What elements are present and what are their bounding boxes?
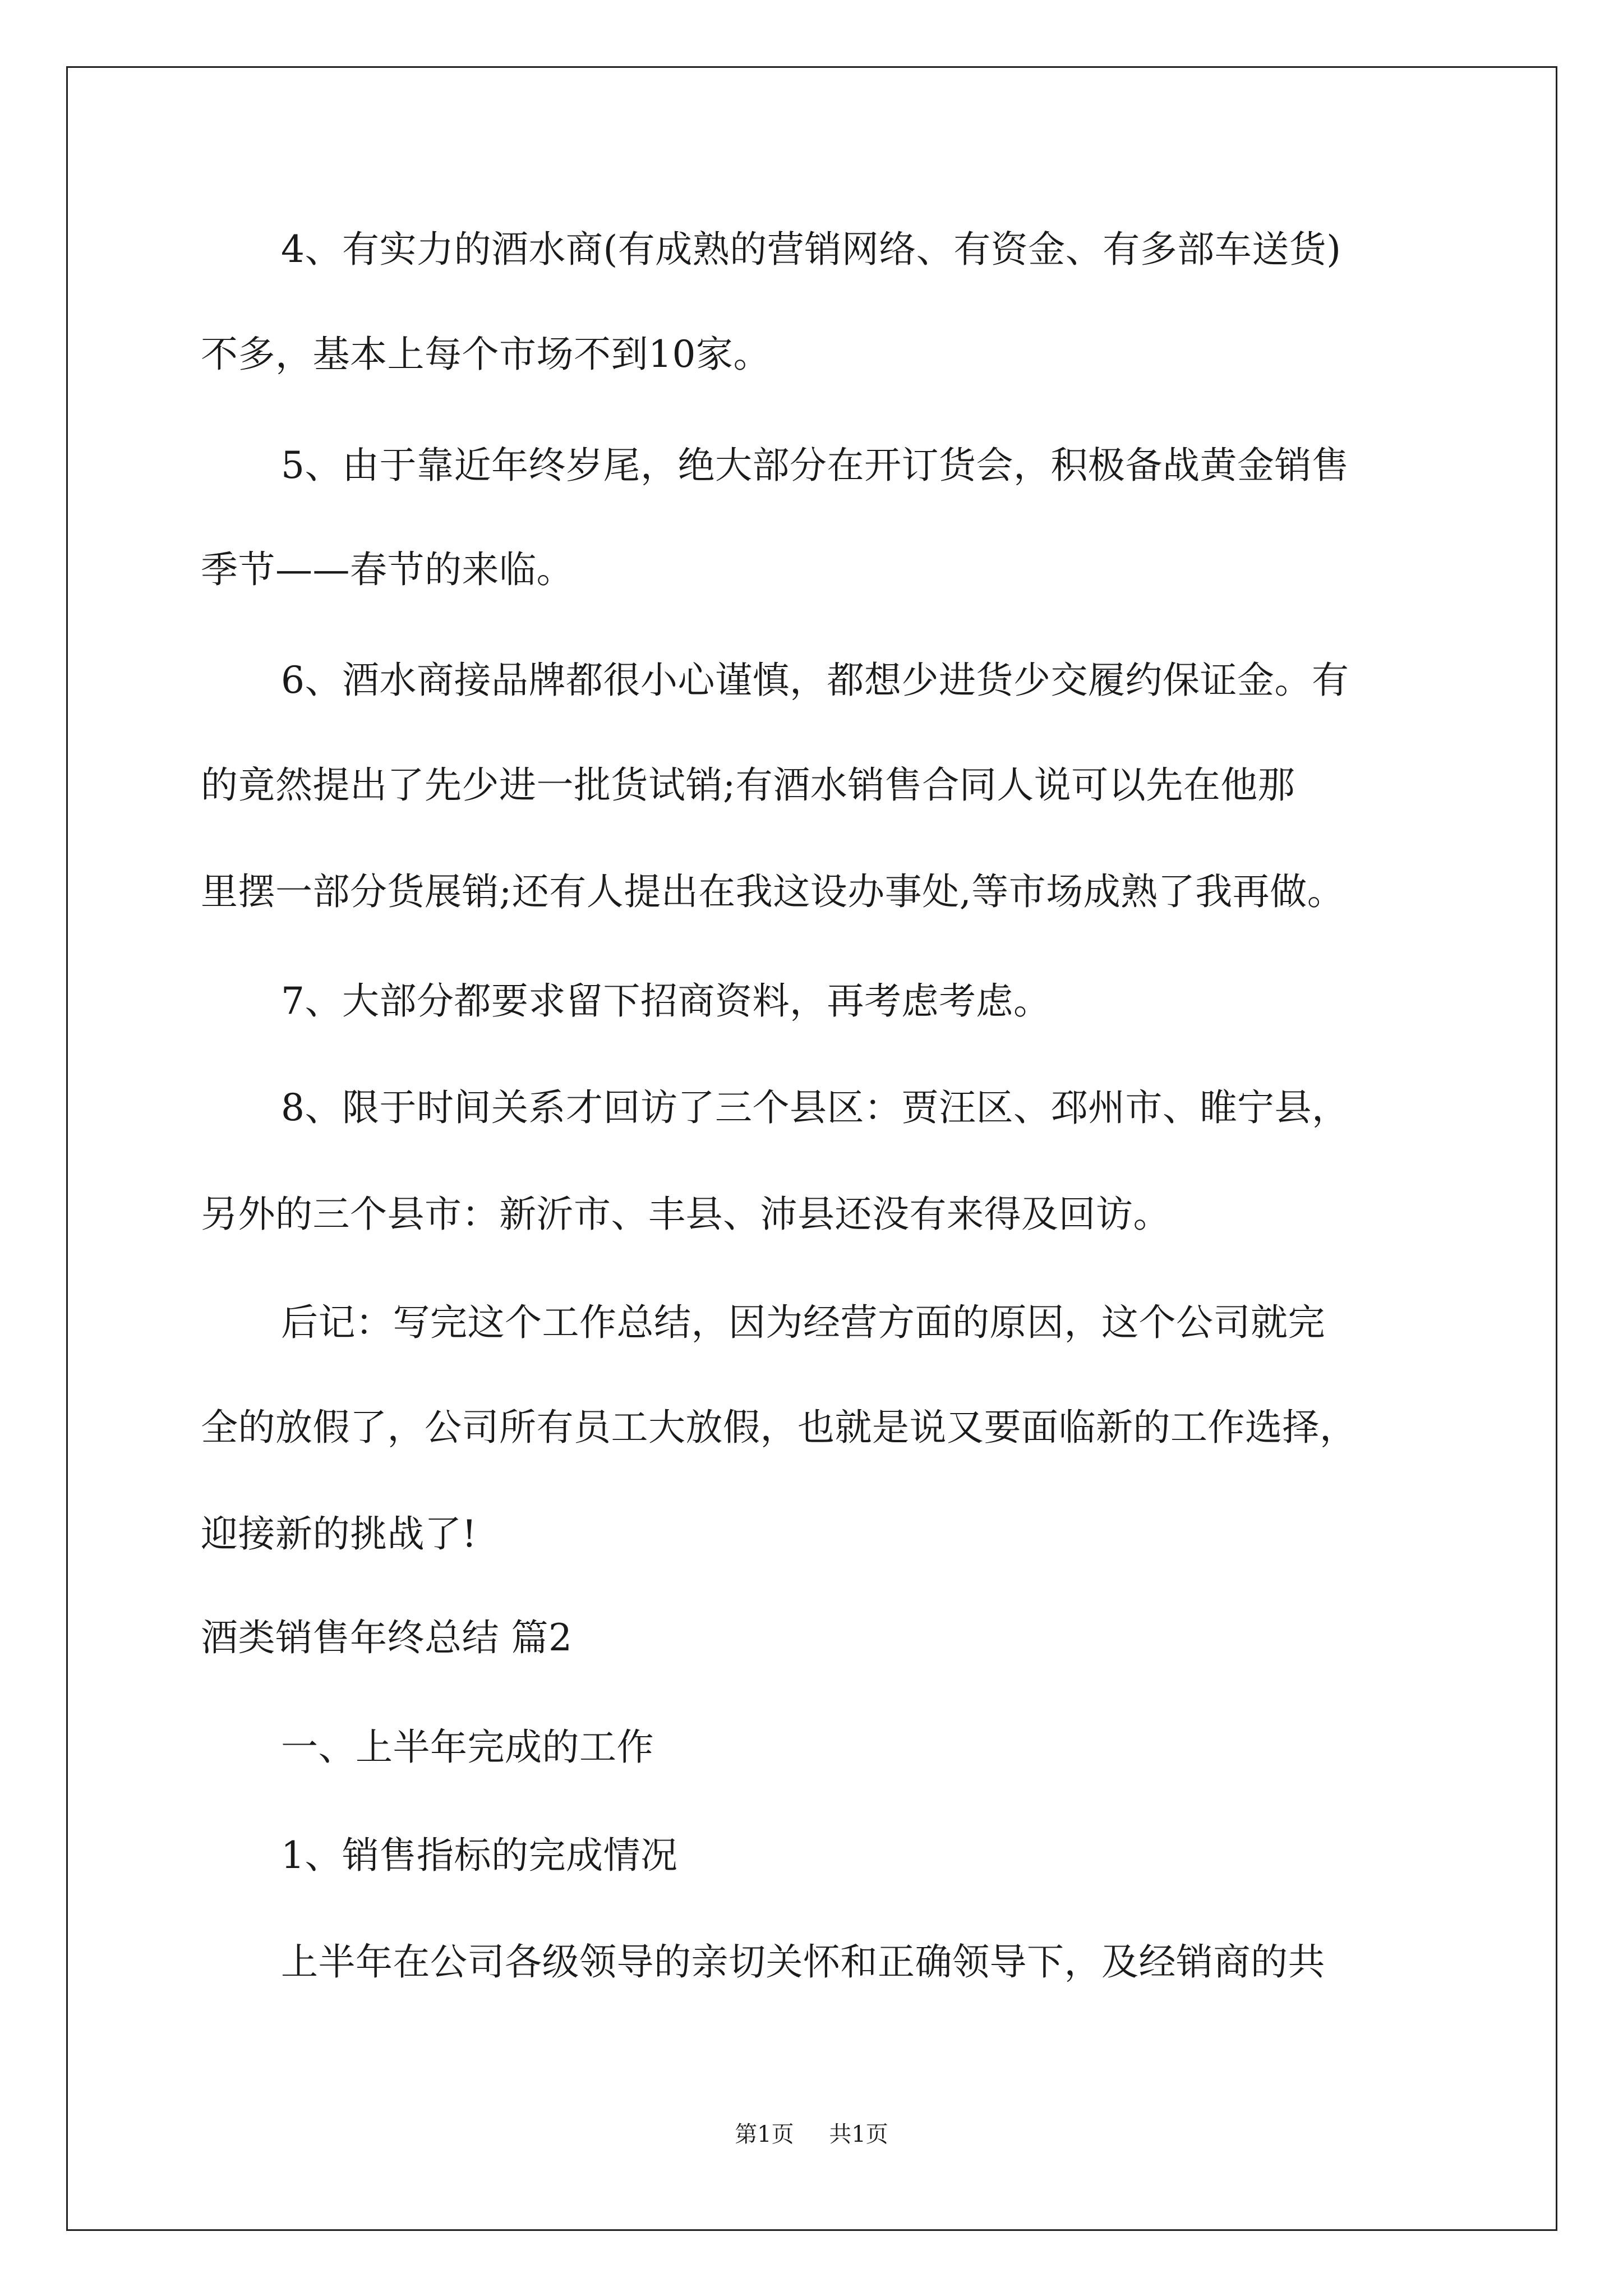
- paragraph-line-4: 季节——春节的来临。: [201, 548, 574, 591]
- paragraph-line-8: 7、大部分都要求留下招商资料，再考虑考虑。: [281, 979, 1051, 1023]
- page-current-label: 第1页: [735, 2122, 794, 2147]
- paragraph-line-6: 的竟然提出了先少进一批货试销;有酒水销售合同人说可以先在他那: [201, 763, 1295, 807]
- paragraph-line-15: 一、上半年完成的工作: [281, 1726, 654, 1769]
- paragraph-line-9: 8、限于时间关系才回访了三个县区：贾汪区、邳州市、睢宁县，: [281, 1086, 1349, 1129]
- paragraph-line-16: 1、销售指标的完成情况: [281, 1834, 678, 1877]
- paragraph-line-1: 4、有实力的酒水商(有成熟的营销网络、有资金、有多部车送货): [281, 228, 1341, 271]
- page-footer: [0, 2120, 1623, 2148]
- paragraph-line-10: 另外的三个县市：新沂市、丰县、沛县还没有来得及回访。: [201, 1193, 1170, 1236]
- page-total-label: 共1页: [829, 2122, 888, 2147]
- paragraph-line-2: 不多，基本上每个市场不到10家。: [201, 333, 771, 376]
- paragraph-line-13: 迎接新的挑战了!: [201, 1512, 477, 1556]
- section-heading: 酒类销售年终总结 篇2: [201, 1616, 573, 1659]
- paragraph-line-7: 里摆一部分货展销;还有人提出在我这设办事处,等市场成熟了我再做。: [201, 870, 1345, 913]
- page-border: [66, 66, 1557, 2231]
- paragraph-line-17: 上半年在公司各级领导的亲切关怀和正确领导下，及经销商的共: [281, 1940, 1325, 1984]
- paragraph-line-5: 6、酒水商接品牌都很小心谨慎，都想少进货少交履约保证金。有: [281, 659, 1349, 702]
- paragraph-line-3: 5、由于靠近年终岁尾，绝大部分在开订货会，积极备战黄金销售: [281, 444, 1349, 487]
- paragraph-line-12: 全的放假了，公司所有员工大放假，也就是说又要面临新的工作选择，: [201, 1406, 1357, 1449]
- paragraph-line-11: 后记：写完这个工作总结，因为经营方面的原因，这个公司就完: [281, 1301, 1325, 1344]
